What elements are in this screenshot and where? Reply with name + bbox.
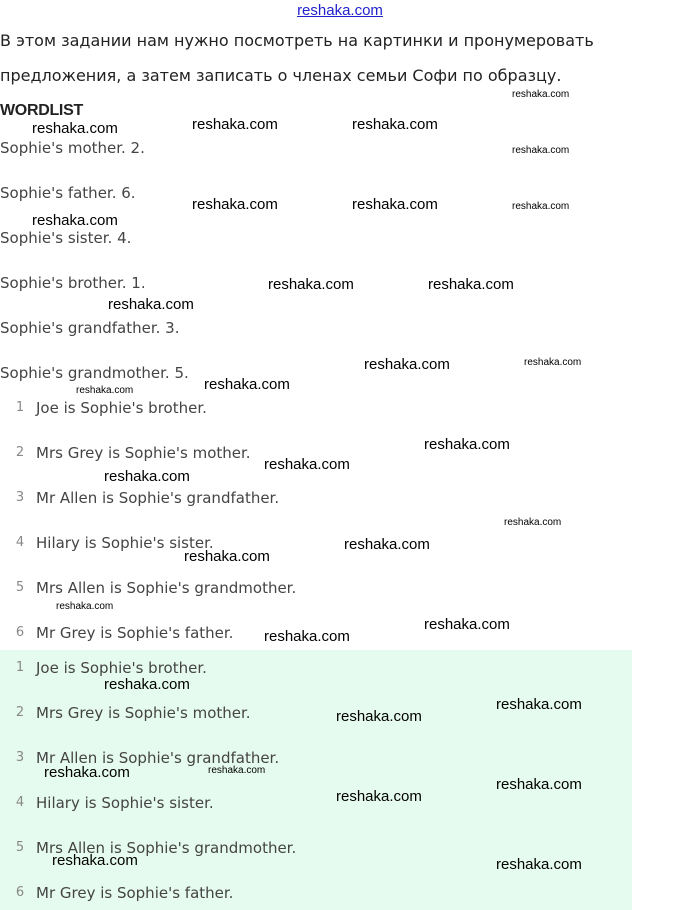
list-item-number: 5 (15, 840, 25, 855)
list-item-number: 5 (15, 580, 25, 595)
list-item-number: 3 (15, 490, 25, 505)
watermark: reshaka.com (192, 116, 278, 133)
wordlist-title: WORDLIST (0, 102, 83, 119)
watermark: reshaka.com (496, 776, 582, 793)
wordlist-item: Sophie's mother. 2. (0, 139, 145, 157)
watermark: reshaka.com (352, 196, 438, 213)
intro-line-2: предложения, а затем записать о членах семьи Софи по образцу. (0, 66, 562, 85)
list-item-number: 2 (15, 445, 25, 460)
site-link[interactable]: reshaka.com (297, 2, 383, 19)
watermark: reshaka.com (336, 708, 422, 725)
list-item-text: Hilary is Sophie's sister. (36, 534, 214, 552)
watermark: reshaka.com (76, 385, 134, 396)
list-item-number: 1 (15, 660, 25, 675)
watermark: reshaka.com (504, 517, 562, 528)
wordlist-item: Sophie's brother. 1. (0, 274, 146, 292)
watermark: reshaka.com (44, 764, 130, 781)
list-item-text: Hilary is Sophie's sister. (36, 794, 214, 812)
list-item-text: Mr Grey is Sophie's father. (36, 624, 234, 642)
list-item-number: 2 (15, 705, 25, 720)
watermark: reshaka.com (496, 696, 582, 713)
watermark: reshaka.com (264, 628, 350, 645)
watermark: reshaka.com (428, 276, 514, 293)
list-item-number: 4 (15, 795, 25, 810)
list-item-number: 4 (15, 535, 25, 550)
list-item-text: Mr Grey is Sophie's father. (36, 884, 234, 902)
watermark: reshaka.com (336, 788, 422, 805)
watermark: reshaka.com (104, 676, 190, 693)
watermark: reshaka.com (424, 616, 510, 633)
wordlist-item: Sophie's father. 6. (0, 184, 136, 202)
watermark: reshaka.com (56, 601, 114, 612)
wordlist-item: Sophie's grandmother. 5. (0, 364, 189, 382)
list-item-text: Joe is Sophie's brother. (36, 659, 207, 677)
watermark: reshaka.com (32, 212, 118, 229)
watermark: reshaka.com (52, 852, 138, 869)
watermark: reshaka.com (264, 456, 350, 473)
list-item-number: 3 (15, 750, 25, 765)
watermark: reshaka.com (496, 856, 582, 873)
watermark: reshaka.com (512, 201, 570, 212)
watermark: reshaka.com (512, 89, 570, 100)
watermark: reshaka.com (364, 356, 450, 373)
list-item-text: Mrs Grey is Sophie's mother. (36, 444, 251, 462)
watermark: reshaka.com (424, 436, 510, 453)
list-item-text: Mr Allen is Sophie's grandfather. (36, 749, 280, 767)
list-item-text: Mrs Allen is Sophie's grandmother. (36, 579, 297, 597)
watermark: reshaka.com (344, 536, 430, 553)
list-item-text: Mr Allen is Sophie's grandfather. (36, 489, 280, 507)
list-item-number: 6 (15, 885, 25, 900)
watermark: reshaka.com (208, 765, 266, 776)
watermark: reshaka.com (352, 116, 438, 133)
watermark: reshaka.com (104, 468, 190, 485)
watermark: reshaka.com (184, 548, 270, 565)
list-item-text: Mrs Allen is Sophie's grandmother. (36, 839, 297, 857)
watermark: reshaka.com (192, 196, 278, 213)
watermark: reshaka.com (268, 276, 354, 293)
list-item-text: Mrs Grey is Sophie's mother. (36, 704, 251, 722)
watermark: reshaka.com (204, 376, 290, 393)
watermark: reshaka.com (108, 296, 194, 313)
wordlist-item: Sophie's sister. 4. (0, 229, 132, 247)
watermark: reshaka.com (524, 357, 582, 368)
wordlist-item: Sophie's grandfather. 3. (0, 319, 180, 337)
watermark: reshaka.com (32, 120, 118, 137)
list-item-text: Joe is Sophie's brother. (36, 399, 207, 417)
intro-line-1: В этом задании нам нужно посмотреть на картинки и пронумеровать (0, 31, 594, 50)
answer-block (0, 650, 632, 910)
list-item-number: 1 (15, 400, 25, 415)
watermark: reshaka.com (512, 145, 570, 156)
list-item-number: 6 (15, 625, 25, 640)
